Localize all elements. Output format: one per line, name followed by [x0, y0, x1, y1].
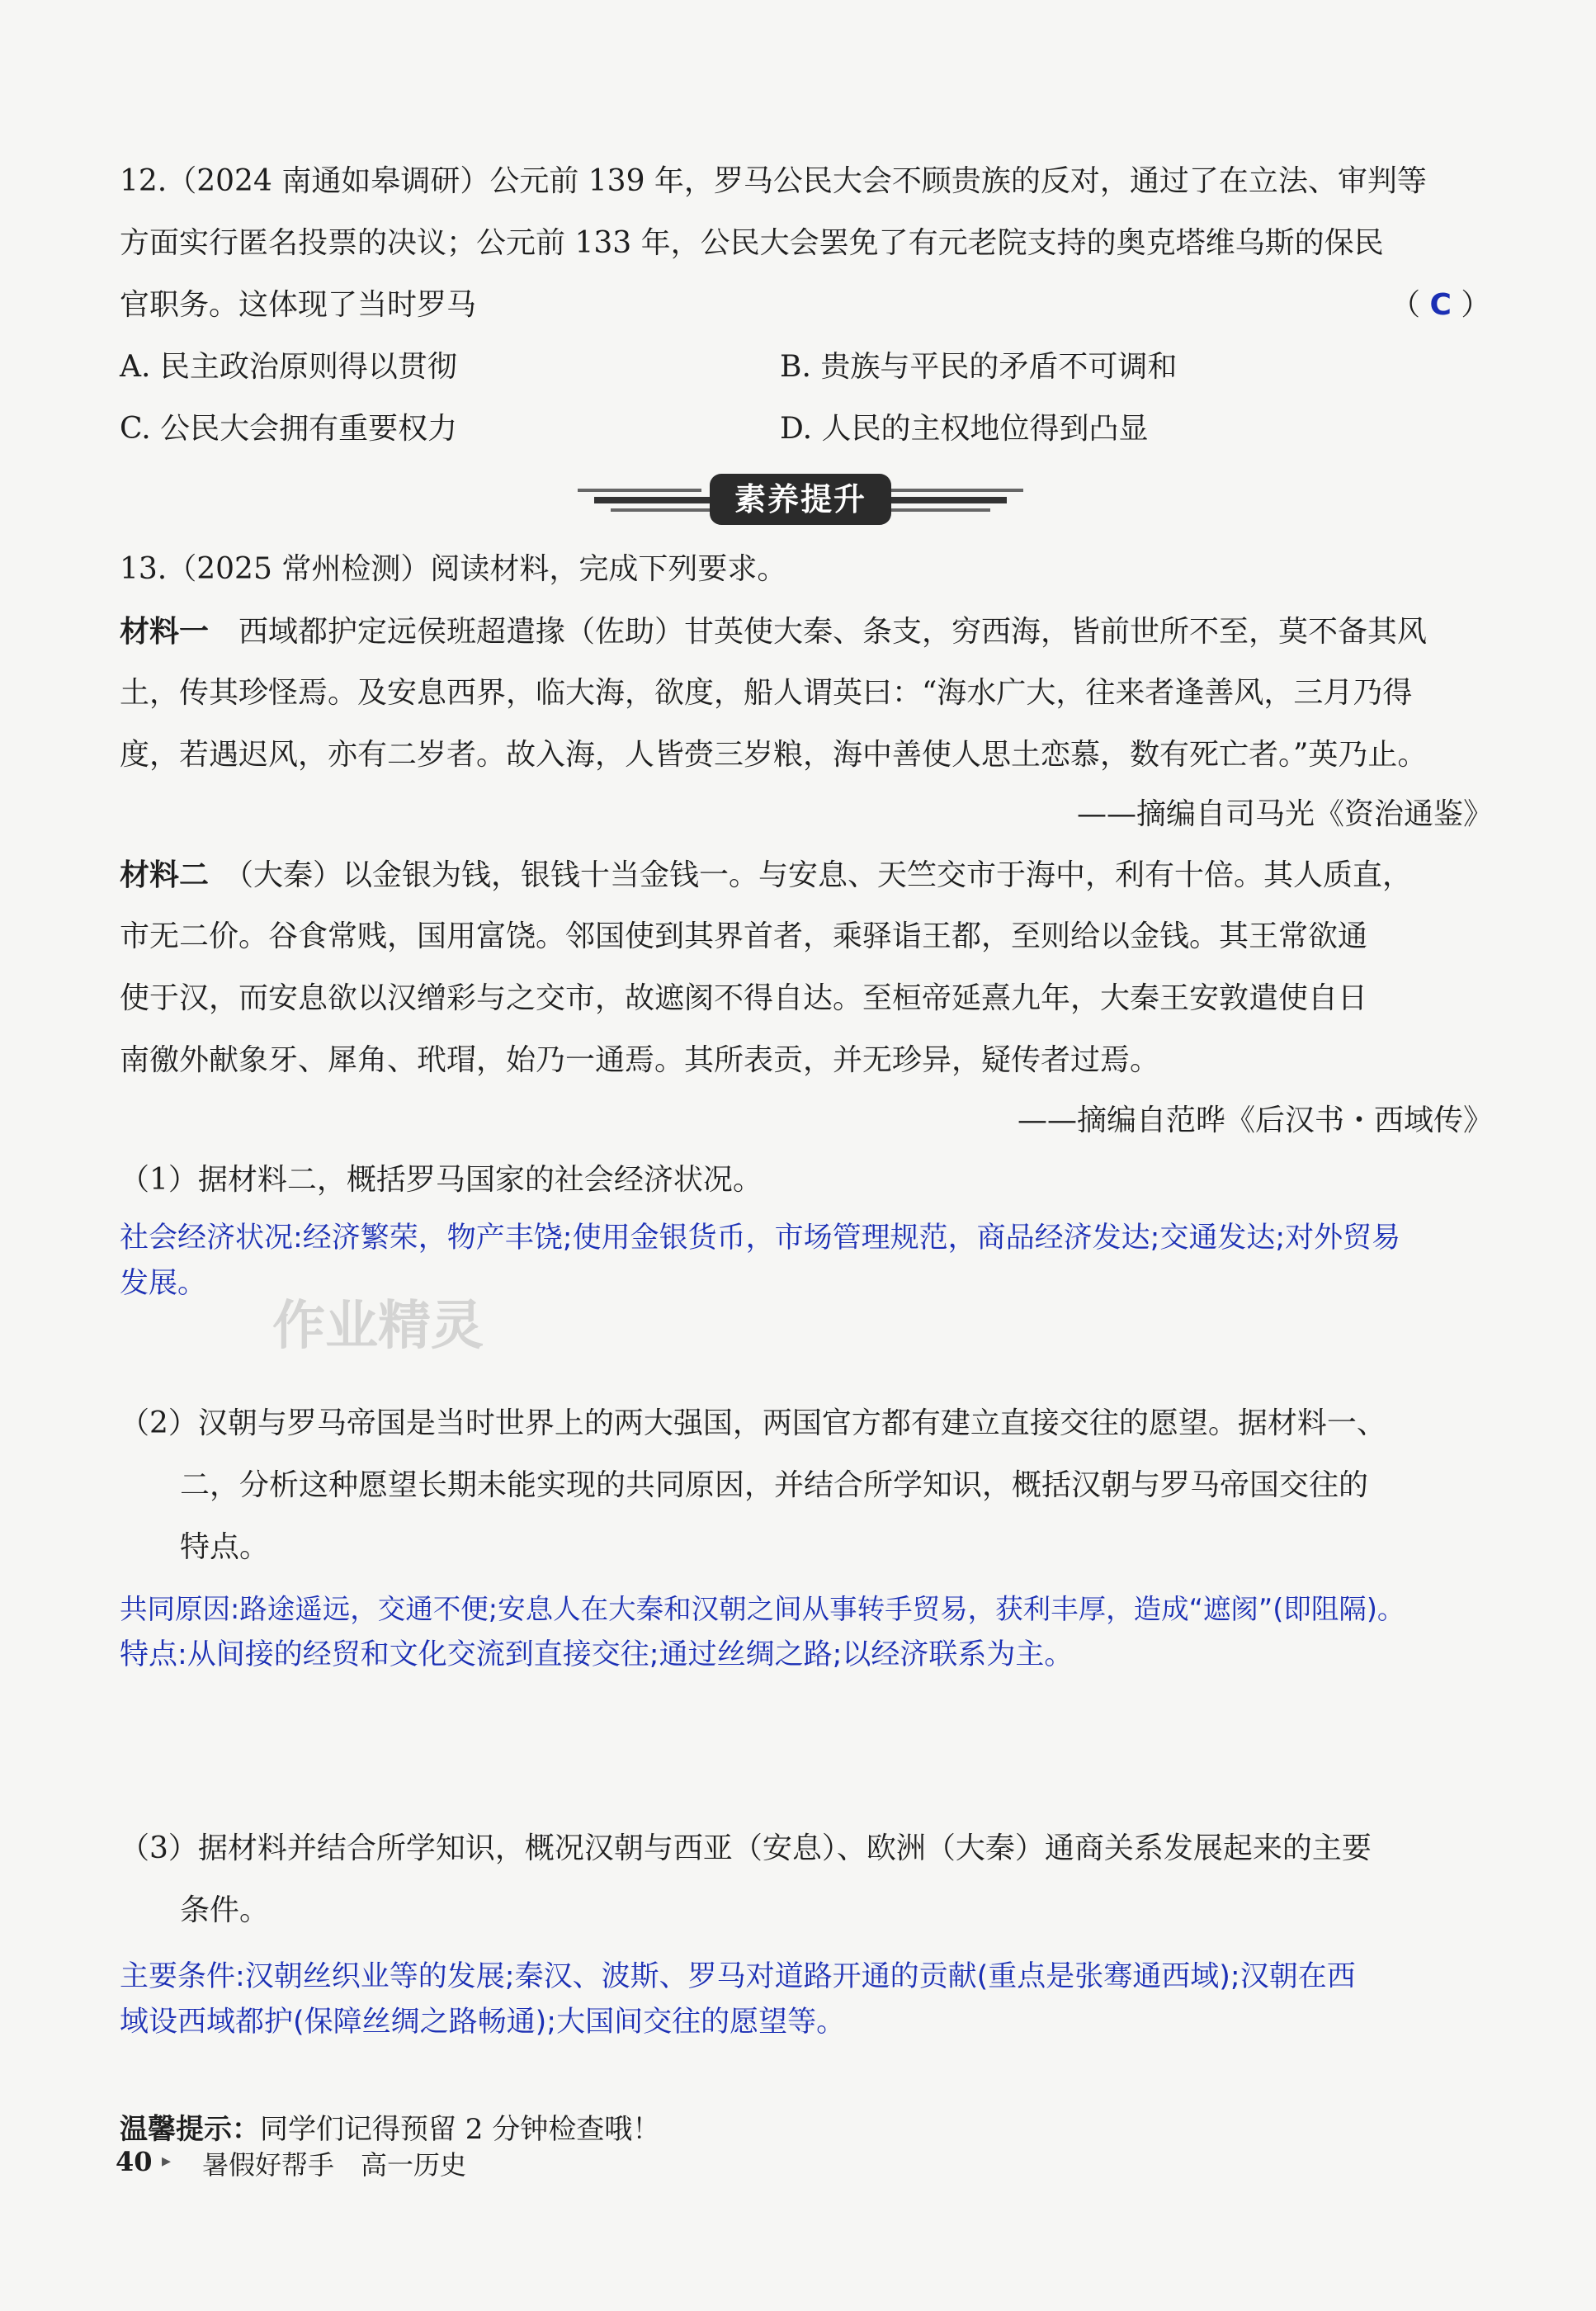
material2-source: ——摘编自范晔《后汉书・西域传》 — [1017, 1104, 1493, 1137]
sub2-answer-line-2: 特点:从间接的经贸和文化交流到直接交往;通过丝绸之路;以经济联系为主。 — [120, 1638, 1074, 1671]
q12-answer: C — [1429, 288, 1452, 322]
material2-line-3: 使于汉，而安息欲以汉缯彩与之交市，故遮阂不得自达。至桓帝延熹九年，大秦王安敦遣使自日 — [120, 981, 1368, 1015]
q12-option-b: B. 贵族与平民的矛盾不可调和 — [780, 350, 1178, 384]
q12-line-2: 方面实行匿名投票的决议；公元前 133 年，公民大会罢免了有元老院支持的奥克塔维乌斯的保民 — [120, 226, 1384, 260]
sub2-question-line-2: 二，分析这种愿望长期未能实现的共同原因，并结合所学知识，概括汉朝与罗马帝国交往的 — [180, 1468, 1369, 1502]
material2-line-4: 南徼外献象牙、犀角、玳瑁，始乃一通焉。其所表贡，并无珍异，疑传者过焉。 — [120, 1043, 1160, 1077]
material2-text-1: （大秦）以金银为钱，银钱十当金钱一。与安息、天竺交市于海中，利有十倍。其人质直， — [209, 858, 1413, 892]
material1-source: ——摘编自司马光《资治通鉴》 — [1076, 797, 1493, 831]
sub3-question-line-1: （3）据材料并结合所学知识，概况汉朝与西亚（安息）、欧洲（大秦）通商关系发展起来的主要 — [120, 1831, 1372, 1865]
material1-label: 材料一 — [120, 614, 210, 649]
sub3-question-line-2: 条件。 — [180, 1893, 270, 1927]
q12-option-d: D. 人民的主权地位得到凸显 — [780, 412, 1149, 446]
section-banner — [578, 470, 1023, 528]
q12-option-c: C. 公民大会拥有重要权力 — [120, 412, 458, 446]
material2-line-1 — [120, 854, 1412, 896]
watermark-logo: 作业精灵 — [272, 1296, 484, 1357]
q12-option-a: A. 民主政治原则得以贯彻 — [120, 350, 457, 384]
sub2-answer-line-1: 共同原因:路途遥远，交通不便;安息人在大秦和汉朝之间从事转手贸易，获利丰厚，造成“遮阂”(即阻隔)。 — [120, 1593, 1405, 1625]
sub2-question-line-3: 特点。 — [180, 1530, 270, 1564]
section-banner-title: 素养提升 — [710, 474, 891, 525]
material1-line-1 — [120, 611, 1427, 653]
tip-text: 同学们记得预留 2 分钟检查哦！ — [260, 2113, 661, 2146]
paren-close: ） — [1451, 288, 1491, 322]
sub1-question: （1）据材料二，概括罗马国家的社会经济状况。 — [120, 1163, 763, 1197]
q13-header: 13.（2025 常州检测）阅读材料，完成下列要求。 — [120, 552, 787, 586]
book-title: 暑假好帮手 高一历史 — [202, 2149, 467, 2181]
footer-arrow-icon: ▸ — [162, 2151, 172, 2172]
sub1-answer-line-1: 社会经济状况:经济繁荣，物产丰饶;使用金银货币，市场管理规范，商品经济发达;交通发达;对外贸易 — [120, 1222, 1401, 1255]
paren-open: （ — [1391, 288, 1430, 322]
material2-label: 材料二 — [120, 858, 210, 892]
material1-text-1: 西域都护定远侯班超遣掾（佐助）甘英使大秦、条支，穷西海，皆前世所不至，莫不备其风 — [209, 615, 1428, 649]
tip-label: 温馨提示： — [120, 2113, 260, 2146]
q12-line-3: 官职务。这体现了当时罗马 — [120, 288, 477, 322]
q12-answer-paren — [1391, 285, 1490, 326]
q12-line-1: 12.（2024 南通如皋调研）公元前 139 年，罗马公民大会不顾贵族的反对，通过了在立法、审判等 — [120, 164, 1427, 198]
material1-line-3: 度，若遇迟风，亦有二岁者。故入海，人皆赍三岁粮，海中善使人思土恋慕，数有死亡者。”英乃止。 — [120, 738, 1428, 772]
sub3-answer-line-2: 域设西域都护(保障丝绸之路畅通);大国间交往的愿望等。 — [120, 2006, 846, 2039]
sub1-answer-line-2: 发展。 — [120, 1267, 207, 1300]
material2-line-2: 市无二价。谷食常贱，国用富饶。邻国使到其界首者，乘驿诣王都，至则给以金钱。其王常欲通 — [120, 919, 1368, 953]
material1-line-2: 土，传其珍怪焉。及安息西界，临大海，欲度，船人谓英曰：“海水广大，往来者逢善风，三月乃得 — [120, 676, 1413, 710]
sub2-question-line-1: （2）汉朝与罗马帝国是当时世界上的两大强国，两国官方都有建立直接交往的愿望。据材料一、 — [120, 1406, 1386, 1440]
sub3-answer-line-1: 主要条件:汉朝丝织业等的发展;秦汉、波斯、罗马对道路开通的贡献(重点是张骞通西域);汉朝在西 — [120, 1960, 1356, 1993]
page-number: 40 — [116, 2146, 153, 2177]
